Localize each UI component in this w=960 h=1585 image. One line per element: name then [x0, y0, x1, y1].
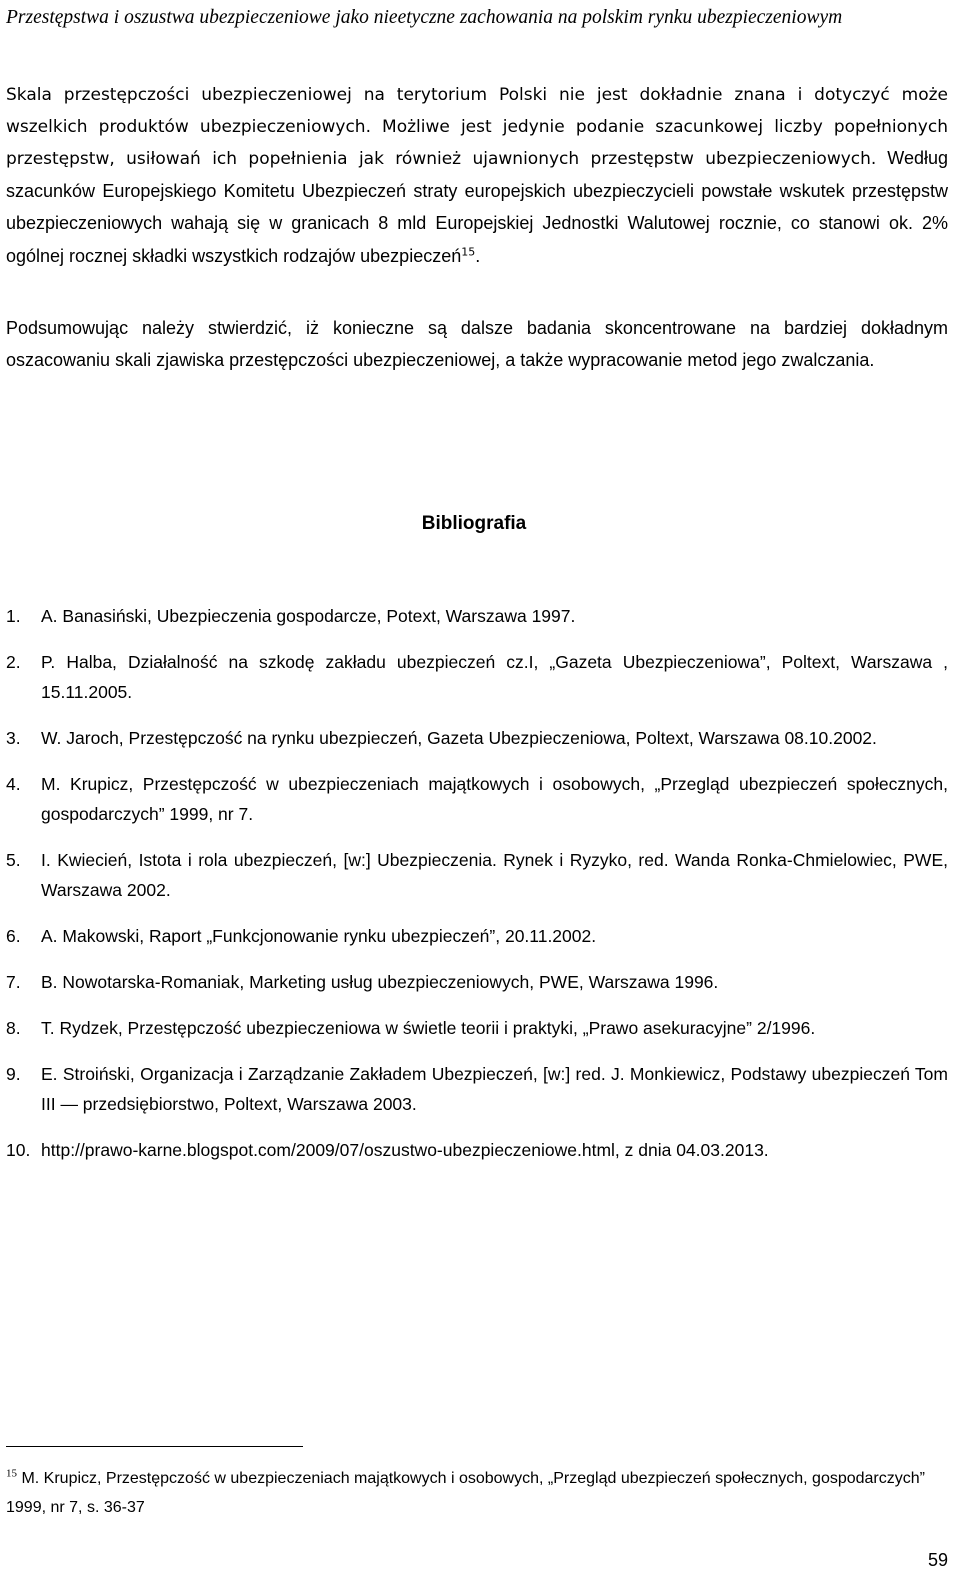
item-url-link[interactable]: http://prawo-karne.blogspot.com/2009/07/oszustwo-ubezpieczeniowe.html, z dnia 04.03.2013. [41, 1140, 769, 1160]
item-number: 6. [6, 926, 21, 946]
bibliography-item [6, 921, 948, 951]
item-number: 9. [6, 1064, 21, 1084]
running-header: Przestępstwa i oszustwa ubezpieczeniowe jako nieetyczne zachowania na polskim rynku ubezpieczeniowym [6, 7, 843, 28]
item-number: 7. [6, 972, 21, 992]
item-number: 2. [6, 652, 21, 672]
paragraph-1-sentence-b: Według szacunków Europejskiego Komitetu Ubezpieczeń straty europejskich ubezpieczycieli powstałe wskutek przestępstw ubezpieczeniowych wahają się w granicach 8 mld Europejskiej Jednostki Walutowej rocznie, co stanowi ok. 2% ogólnej rocznej składki wszystkich rodzajów ubezpieczeń [6, 148, 948, 266]
item-number: 8. [6, 1018, 21, 1038]
bibliography-item [6, 845, 948, 905]
item-number: 1. [6, 606, 21, 626]
page-number: 59 [927, 1550, 948, 1570]
bibliography-item [6, 1059, 948, 1119]
body-paragraph-1 [6, 80, 948, 273]
item-text: M. Krupicz, Przestępczość w ubezpieczeniach majątkowych i osobowych, „Przegląd ubezpieczeń społecznych, gospodarczych” 1999, nr 7. [41, 774, 948, 824]
bibliography-item [6, 647, 948, 707]
paragraph-1-sentence-a: Skala przestępczości ubezpieczeniowej na terytorium Polski nie jest dokładnie znana i dotyczyć może wszelkich produktów ubezpieczeniowych. Możliwe jest jedynie podanie szacunkowej liczby popełnionych przestępstw, usiłowań ich popełnienia jak również ujawnionych przestępstw ubezpieczeniowych. [6, 85, 948, 169]
footnote-text: M. Krupicz, Przestępczość w ubezpieczeniach majątkowych i osobowych, „Przegląd ubezpieczeń społecznych, gospodarczych” 1999, nr 7, s. 36-37 [6, 1470, 925, 1516]
footnote-separator [6, 1446, 303, 1447]
paragraph-1-end: . [475, 245, 481, 266]
item-text: I. Kwiecień, Istota i rola ubezpieczeń, [w:] Ubezpieczenia. Rynek i Ryzyko, red. Wanda Ronka-Chmielowiec, PWE, Warszawa 2002. [41, 850, 948, 900]
body-paragraph-2: Podsumowując należy stwierdzić, iż konieczne są dalsze badania skoncentrowane na bardziej dokładnym oszacowaniu skali zjawiska przestępczości ubezpieczeniowej, a także wypracowanie metod jego zwalczania. [6, 318, 948, 370]
item-number: 5. [6, 850, 21, 870]
item-text: T. Rydzek, Przestępczość ubezpieczeniowa w świetle teorii i praktyki, „Prawo asekuracyjne” 2/1996. [41, 1018, 816, 1038]
item-text: P. Halba, Działalność na szkodę zakładu ubezpieczeń cz.I, „Gazeta Ubezpieczeniowa”, Poltext, Warszawa , 15.11.2005. [41, 652, 948, 702]
bibliography-heading: Bibliografia [421, 513, 527, 534]
item-text: A. Banasiński, Ubezpieczenia gospodarcze, Potext, Warszawa 1997. [41, 606, 576, 626]
item-text: A. Makowski, Raport „Funkcjonowanie rynku ubezpieczeń”, 20.11.2002. [41, 926, 597, 946]
footnote-reference[interactable]: 15 [461, 244, 476, 258]
item-number: 3. [6, 728, 21, 748]
bibliography-item [6, 601, 948, 631]
item-text: W. Jaroch, Przestępczość na rynku ubezpieczeń, Gazeta Ubezpieczeniowa, Poltext, Warszawa 08.10.2002. [41, 728, 877, 748]
bibliography-item [6, 1013, 948, 1043]
item-text: B. Nowotarska-Romaniak, Marketing usług ubezpieczeniowych, PWE, Warszawa 1996. [41, 972, 719, 992]
footnote-mark: 15 [6, 1467, 17, 1480]
bibliography-list [6, 601, 948, 1181]
bibliography-item [6, 769, 948, 829]
item-number: 10. [6, 1140, 31, 1160]
bibliography-item [6, 723, 948, 753]
item-text: E. Stroiński, Organizacja i Zarządzanie Zakładem Ubezpieczeń, [w:] red. J. Monkiewicz, Podstawy ubezpieczeń Tom III — przedsiębiorstwo, Poltext, Warszawa 2003. [41, 1064, 948, 1114]
bibliography-item [6, 967, 948, 997]
item-number: 4. [6, 774, 21, 794]
bibliography-item [6, 1135, 948, 1165]
footnote [6, 1464, 948, 1522]
